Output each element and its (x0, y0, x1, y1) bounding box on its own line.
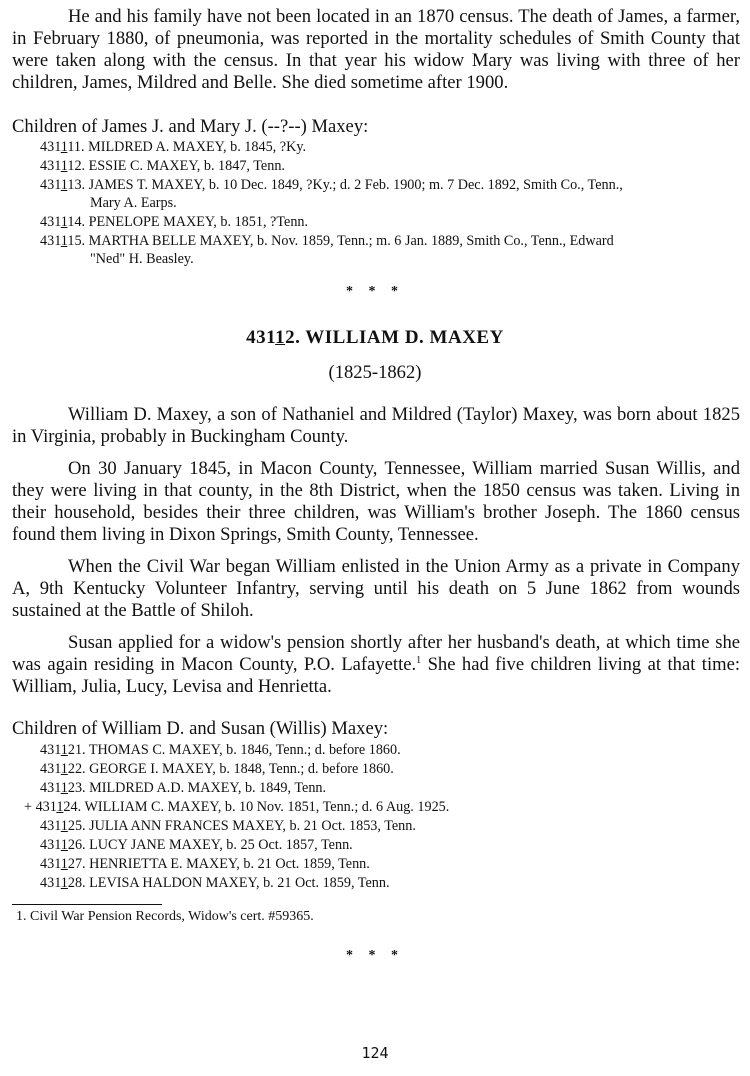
paragraph-pension: Susan applied for a widow's pension shortly after her husband's death, at which time she was again residing in Macon County, P.O. Lafayette.$^1$ She had five children living at that time: William, Julia, Lucy, Levisa and Henrietta. (12, 632, 741, 697)
entry-text: MARTHA BELLE MAXEY, b. Nov. 1859, Tenn.; m. 6 Jan. 1889, Smith Co., Tenn., Edward (88, 233, 614, 249)
entry-text: LUCY JANE MAXEY, b. 25 Oct. 1857, Tenn. (89, 837, 353, 853)
children-heading-william: Children of William D. and Susan (Willis) Maxey: (12, 718, 389, 739)
paragraph-birth: William D. Maxey, a son of Nathaniel and Mildred (Taylor) Maxey, was born about 1825 in Virginia, probably in Buckingham County. (12, 404, 740, 447)
list-item: 431121. THOMAS C. MAXEY, b. 1846, Tenn.; d. before 1860. (40, 742, 401, 758)
paragraph-marriage: On 30 January 1845, in Macon County, Tennessee, William married Susan Willis, and they were living in that county, in the 8th District, when the 1850 census was taken. Living in their household, besides their three children, was William's brother Joseph. The 1860 census found them living in Dixon Springs, Smith County, Tennessee. (12, 458, 740, 545)
children-heading-james: Children of James J. and Mary J. (--?--) Maxey: (12, 116, 369, 137)
entry-text: HENRIETTA E. MAXEY, b. 21 Oct. 1859, Tenn. (89, 856, 370, 872)
list-item: 431127. HENRIETTA E. MAXEY, b. 21 Oct. 1859, Tenn. (40, 856, 370, 872)
list-item: 431111. MILDRED A. MAXEY, b. 1845, ?Ky. (40, 139, 307, 155)
entry-text: WILLIAM C. MAXEY, b. 10 Nov. 1851, Tenn.; d. 6 Aug. 1925. (84, 799, 450, 815)
list-item: 431113. JAMES T. MAXEY, b. 10 Dec. 1849, ?Ky.; d. 2 Feb. 1900; m. 7 Dec. 1892, Smith Co., Tenn., Mary A. Earps. (40, 176, 740, 212)
paragraph-civil-war: When the Civil War began William enlisted in the Union Army as a private in Company A, 9th Kentucky Volunteer Infantry, serving until his death on 5 June 1862 from wounds sustained at the Battle of Shiloh. (12, 556, 740, 621)
footnote: 1. Civil War Pension Records, Widow's cert. #59365. (16, 909, 314, 924)
entry-text: JAMES T. MAXEY, b. 10 Dec. 1849, ?Ky.; d. 2 Feb. 1900; m. 7 Dec. 1892, Smith Co., Tenn., (88, 177, 623, 193)
entry-text: JULIA ANN FRANCES MAXEY, b. 21 Oct. 1853, Tenn. (89, 818, 416, 834)
list-item: 431122. GEORGE I. MAXEY, b. 1848, Tenn.; d. before 1860. (40, 761, 394, 777)
descendant-marker: + (24, 799, 33, 815)
list-item: 431123. MILDRED A.D. MAXEY, b. 1849, Tenn. (40, 780, 327, 796)
list-item: 431125. JULIA ANN FRANCES MAXEY, b. 21 Oct. 1853, Tenn. (40, 818, 416, 834)
intro-paragraph: He and his family have not been located in an 1870 census. The death of James, a farmer, in February 1880, of pneumonia, was reported in the mortality schedules of Smith County that were taken along with the census. In that year his widow Mary was living with three of her children, James, Mildred and Belle. She died sometime after 1900. (12, 6, 740, 93)
entry-text: MILDRED A.D. MAXEY, b. 1849, Tenn. (89, 780, 327, 796)
entry-text: THOMAS C. MAXEY, b. 1846, Tenn.; d. before 1860. (88, 742, 401, 758)
footnote-rule (12, 904, 162, 905)
footnote-marker: 1 (416, 654, 422, 666)
entry-text: LEVISA HALDON MAXEY, b. 21 Oct. 1859, Tenn. (89, 875, 390, 891)
end-separator: * * * (346, 948, 404, 963)
section-separator: * * * (346, 284, 404, 299)
section-title: 43112. WILLIAM D. MAXEY (246, 327, 504, 348)
list-item: 431128. LEVISA HALDON MAXEY, b. 21 Oct. 1859, Tenn. (40, 875, 390, 891)
entry-text: MILDRED A. MAXEY, b. 1845, ?Ky. (88, 139, 307, 155)
entry-continuation: "Ned" H. Beasley. (90, 251, 194, 267)
list-item: + 431124. WILLIAM C. MAXEY, b. 10 Nov. 1851, Tenn.; d. 6 Aug. 1925. (24, 799, 450, 815)
entry-text: PENELOPE MAXEY, b. 1851, ?Tenn. (88, 214, 309, 230)
list-item: 431115. MARTHA BELLE MAXEY, b. Nov. 1859, Tenn.; m. 6 Jan. 1889, Smith Co., Tenn., Edward "Ned" H. Beasley. (40, 232, 740, 268)
list-item: 431112. ESSIE C. MAXEY, b. 1847, Tenn. (40, 158, 285, 174)
entry-text: GEORGE I. MAXEY, b. 1848, Tenn.; d. before 1860. (89, 761, 394, 777)
list-item: 431114. PENELOPE MAXEY, b. 1851, ?Tenn. (40, 214, 309, 230)
entry-continuation: Mary A. Earps. (90, 195, 177, 211)
section-dates: (1825-1862) (328, 362, 422, 383)
entry-text: ESSIE C. MAXEY, b. 1847, Tenn. (88, 158, 285, 174)
page-number: 124 (361, 1044, 389, 1062)
list-item: 431126. LUCY JANE MAXEY, b. 25 Oct. 1857, Tenn. (40, 837, 353, 853)
